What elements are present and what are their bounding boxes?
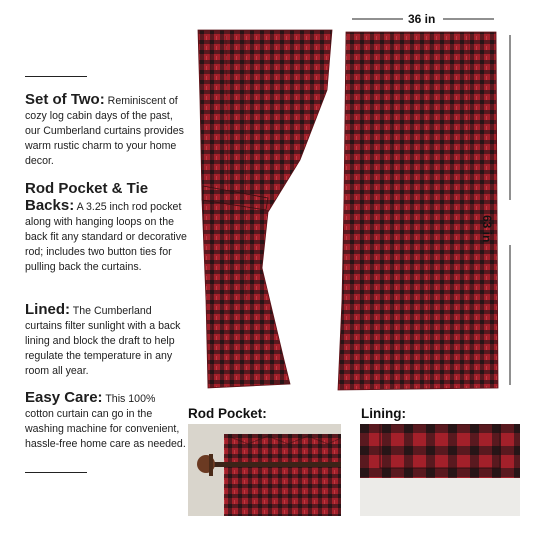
curtain-rod (198, 462, 341, 467)
feature-heading: Rod Pocket & Tie Backs: (25, 180, 149, 214)
length-dimension-label: 63 in (480, 215, 494, 243)
rod-pocket-inset-image (188, 424, 341, 516)
feature-heading: Easy Care: (25, 389, 103, 406)
lining-fabric (360, 478, 520, 516)
feature-text: The Cumberland curtains filter sunlight with a back lining and block the draft to help regulate the temperature in any room all year. (25, 305, 181, 377)
lining-inset-image (360, 424, 520, 516)
feature-heading: Set of Two: (25, 91, 105, 108)
feature-text: Reminiscent of cozy log cabin days of the past, our Cumberland curtains provides warm rustic charm to your home decor. (25, 95, 184, 167)
bottom-divider (25, 472, 87, 473)
feature-heading: Lined: (25, 301, 70, 318)
width-dimension-label: 36 in (408, 12, 436, 26)
lining-caption: Lining: (361, 406, 406, 421)
feature-text: A 3.25 inch rod pocket along with hanging loops on the back fit any standard or decorative rod; includes two button ties for pulling back the curtains. (25, 201, 187, 273)
rod-pocket-caption: Rod Pocket: (188, 406, 267, 421)
feature-text: This 100% cotton curtain can go in the washing machine for convenient, hassle-free home care as needed. (25, 393, 186, 450)
